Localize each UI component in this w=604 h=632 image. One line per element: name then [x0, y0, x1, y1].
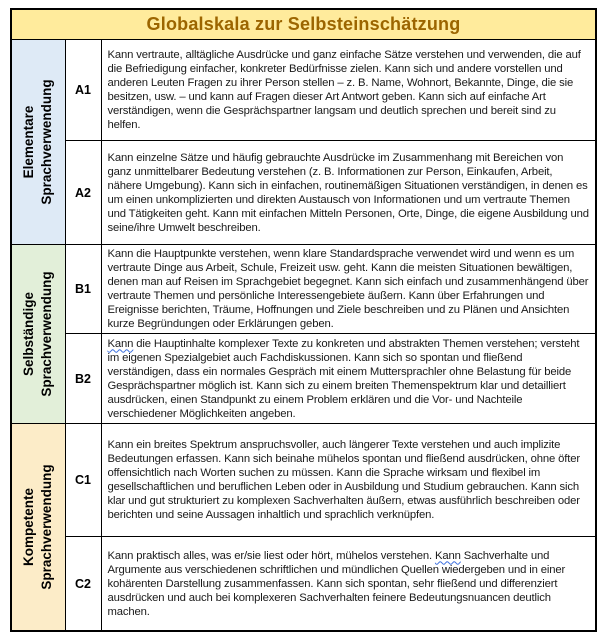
spellcheck-flagged-word: Kann — [107, 337, 134, 350]
level-description-b2: Kann die Hauptinhalte komplexer Texte zu konkreten und abstrakten Themen verstehen; versteht im eigenen Spezialgebiet auch Fachdiskussionen. Kann sich so spontan und fließend verständigen, dass ein normales Gespräch mit einem Muttersprachler ohne Belastung für beide Gesprächspartner möglich ist. Kann sich zu einem breiten Themenspektrum klar und detailliert ausdrücken, einen Standpunkt zu einem Problem erklären und die Vor- und Nachteile verschiedener Möglichkeiten angeben. — [101, 334, 596, 424]
section-label-text: Elementare Sprachverwendung — [21, 79, 55, 205]
level-description-c2: Kann praktisch alles, was er/sie liest oder hört, mühelos verstehen. Kann Sachverhalte und Argumente aus verschiedenen schriftlichen und mündlichen Quellen wiedergeben und in einer kohärenten Darstellung zusammenfassen. Kann sich spontan, sehr fließend und differenziert ausdrücken und auch bei komplexeren Sachverhalten feinere Bedeutungsnuancen deutlich machen. — [101, 537, 596, 632]
section-label-selbstaendige — [11, 245, 65, 424]
level-code-b2: B2 — [65, 334, 101, 424]
table-row-c1 — [11, 424, 596, 537]
section-label-kompetente — [11, 424, 65, 632]
level-description-a1: Kann vertraute, alltägliche Ausdrücke und ganz einfache Sätze verstehen und verwenden, die auf die Befriedigung einfacher, konkreter Bedürfnisse zielen. Kann sich und andere vorstellen und anderen Leuten Fragen zu ihrer Person stellen – z. B. Name, Wohnort, Bekannte, Dinge, die sie besitzen, usw. – und kann auf Fragen dieser Art Antwort geben. Kann sich auf einfache Art verständigen, wenn die Gesprächspartner langsam und deutlich sprechen und bereit sind zu helfen. — [101, 40, 596, 141]
level-code-c1: C1 — [65, 424, 101, 537]
section-label-text: Selbständige Sprachverwendung — [21, 271, 55, 397]
level-description-a2: Kann einzelne Sätze und häufig gebrauchte Ausdrücke im Zusammenhang mit Bereichen von ganz unmittelbarer Bedeutung verstehen (z. B. Informationen zur Person, Einkaufen, Arbeit, nähere Umgebung). Kann sich in einfachen, routinemäßigen Situationen verständigen, in denen es um einen unkomplizierten und direkten Austausch von Informationen und um vertraute Themen und Tätigkeiten geht. Kann mit einfachen Mitteln Personen, Orte, Dinge, die eigene Ausbildung und seine/ihre Umwelt beschreiben. — [101, 141, 596, 245]
level-code-a2: A2 — [65, 141, 101, 245]
level-code-a1: A1 — [65, 40, 101, 141]
document-page — [10, 8, 597, 632]
table-row-a1 — [11, 40, 596, 141]
cefr-global-scale-table — [10, 8, 597, 632]
page-title: Globalskala zur Selbsteinschätzung — [11, 9, 596, 40]
level-code-b1: B1 — [65, 245, 101, 334]
level-description-b1: Kann die Hauptpunkte verstehen, wenn klare Standardsprache verwendet wird und wenn es um vertraute Dinge aus Arbeit, Schule, Freizeit usw. geht. Kann die meisten Situationen bewältigen, denen man auf Reisen im Sprachgebiet begegnet. Kann sich einfach und zusammenhängend über vertraute Themen und persönliche Interessengebiete äußern. Kann über Erfahrungen und Ereignisse berichten, Träume, Hoffnungen und Ziele beschreiben und zu Plänen und Ansichten kurze Begründungen oder Erklärungen geben. — [101, 245, 596, 334]
table-row-a2 — [11, 141, 596, 245]
spellcheck-flagged-word: Kann — [434, 549, 461, 562]
table-row-c2 — [11, 537, 596, 632]
level-code-c2: C2 — [65, 537, 101, 632]
table-row-b2 — [11, 334, 596, 424]
section-label-elementare — [11, 40, 65, 245]
section-label-text: Kompetente Sprachverwendung — [21, 464, 55, 590]
level-description-c1: Kann ein breites Spektrum anspruchsvoller, auch längerer Texte verstehen und auch implizite Bedeutungen erfassen. Kann sich beinahe mühelos spontan und fließend ausdrücken, ohne öfter offensichtlich nach Worten suchen zu müssen. Kann die Sprache wirksam und flexibel im gesellschaftlichen und beruflichen Leben oder in Ausbildung und Studium gebrauchen. Kann sich klar und gut strukturiert zu komplexen Sachverhalten äußern, etwas ausführlich beschreiben oder berichten und seine Aussagen inhaltlich und sprachlich verknüpfen. — [101, 424, 596, 537]
title-row — [11, 9, 596, 40]
table-row-b1 — [11, 245, 596, 334]
